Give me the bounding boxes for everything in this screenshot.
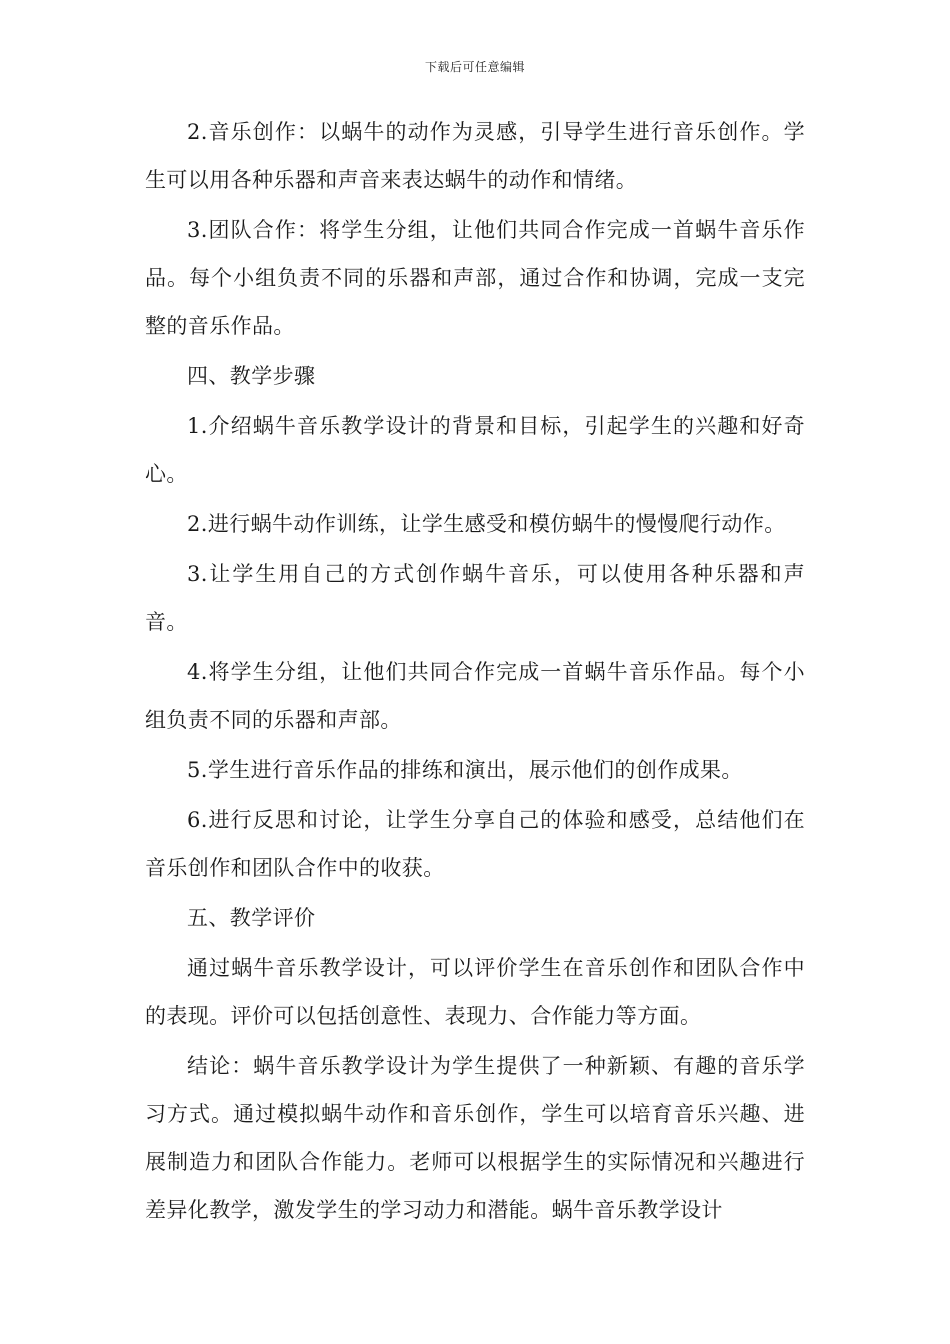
section-heading-teaching-steps: 四、教学步骤	[187, 364, 316, 388]
paragraph-team-cooperation: 3.团队合作：将学生分组，让他们共同合作完成一首蜗牛音乐作品。每个小组负责不同的乐器和声部，通过合作和协调，完成一支完整的音乐作品。	[145, 218, 805, 338]
paragraph-step-6: 6.进行反思和讨论，让学生分享自己的体验和感受，总结他们在音乐创作和团队合作中的收获。	[145, 808, 805, 880]
paragraph-evaluation: 通过蜗牛音乐教学设计，可以评价学生在音乐创作和团队合作中的表现。评价可以包括创意性、表现力、合作能力等方面。	[145, 956, 805, 1028]
paragraph-step-3: 3.让学生用自己的方式创作蜗牛音乐，可以使用各种乐器和声音。	[145, 562, 805, 634]
header-note: 下载后可任意编辑	[424, 60, 525, 74]
paragraph-step-1: 1.介绍蜗牛音乐教学设计的背景和目标，引起学生的兴趣和好奇心。	[145, 414, 805, 486]
paragraph-music-creation: 2.音乐创作：以蜗牛的动作为灵感，引导学生进行音乐创作。学生可以用各种乐器和声音来表达蜗牛的动作和情绪。	[145, 120, 805, 192]
paragraph-step-4: 4.将学生分组，让他们共同合作完成一首蜗牛音乐作品。每个小组负责不同的乐器和声部。	[145, 660, 805, 732]
paragraph-conclusion: 结论：蜗牛音乐教学设计为学生提供了一种新颖、有趣的音乐学习方式。通过模拟蜗牛动作和音乐创作，学生可以培育音乐兴趣、进展制造力和团队合作能力。老师可以根据学生的实际情况和兴趣进行差异化教学，激发学生的学习动力和潜能。蜗牛音乐教学设计	[145, 1054, 805, 1222]
paragraph-step-5: 5.学生进行音乐作品的排练和演出，展示他们的创作成果。	[187, 758, 743, 782]
paragraph-step-2: 2.进行蜗牛动作训练，让学生感受和模仿蜗牛的慢慢爬行动作。	[187, 512, 786, 536]
section-heading-evaluation: 五、教学评价	[187, 906, 316, 930]
document-body	[145, 108, 805, 1236]
